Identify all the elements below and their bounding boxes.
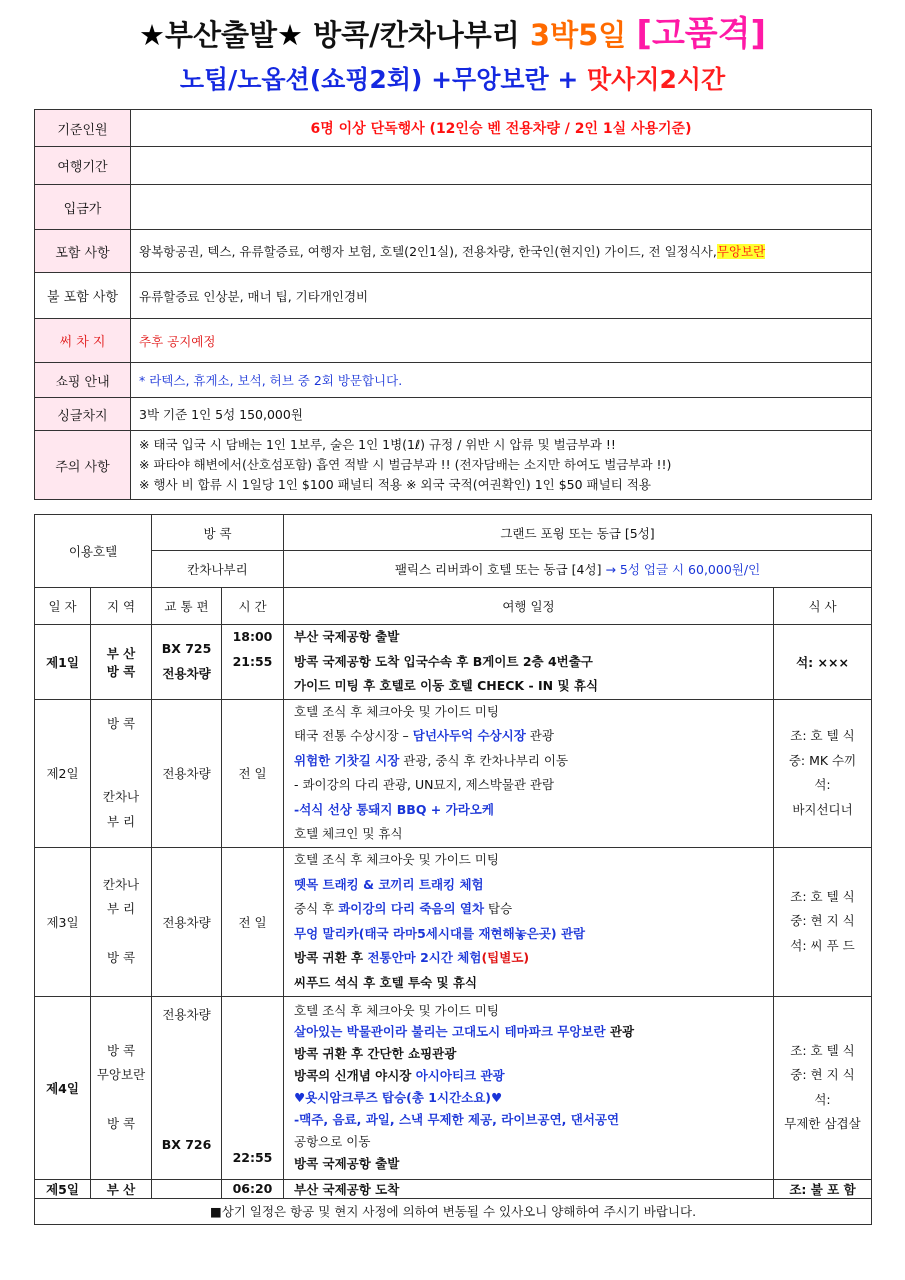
region-line: 방 콕 [106, 1116, 136, 1131]
hotel-city: 칸차나부리 [152, 551, 284, 588]
text: 관광 [605, 1023, 635, 1039]
day-label: 제3일 [35, 847, 91, 996]
itinerary-line [294, 922, 763, 947]
text: ♥욧시암크루즈 탑승(총 1시간소요)♥ [294, 1089, 503, 1105]
info-label: 불 포함 사항 [35, 273, 131, 319]
meal [774, 699, 872, 847]
info-row [35, 273, 872, 319]
itinerary-line [294, 700, 763, 725]
text: 관광, 중식 후 칸차나부리 이동 [399, 752, 569, 768]
day-row [35, 996, 872, 1179]
subtitle [0, 60, 905, 100]
info-label: 쇼핑 안내 [35, 363, 131, 398]
text: 콰이강의 다리 죽음의 열차 [338, 901, 485, 916]
hotel-name-text: 팰릭스 리버콰이 호텔 또는 동급 [4성] [394, 562, 602, 577]
col-header: 여행 일정 [284, 588, 774, 625]
star-icon: ★ [138, 18, 165, 52]
meal-line: 무제한 삼겹살 [784, 1116, 861, 1131]
meal-line: 중: 현 지 식 [790, 913, 855, 929]
transport [152, 625, 222, 700]
schedule-header [35, 588, 872, 625]
col-header: 교 통 편 [152, 588, 222, 625]
text: 중식 후 [294, 901, 339, 916]
text: -맥주, 음료, 과일, 스낵 무제한 제공, 라이브공연, 댄서공연 [294, 1111, 620, 1127]
text: 전통안마 2시간 체험 [367, 950, 482, 965]
info-label: 싱글차지 [35, 398, 131, 431]
itinerary-line [294, 1021, 763, 1043]
col-header: 일 자 [35, 588, 91, 625]
warning-line: ※ 파타야 해변에서(산호섬포함) 흡연 적발 시 벌금부과 !! (전자담배는 소지만 하여도 벌금부과 !!) [139, 457, 672, 472]
text: 무엉 말리카(태국 라마5세시대를 재현해놓은곳) 관람 [294, 925, 586, 941]
col-header: 지 역 [91, 588, 152, 625]
included-text: 왕복항공권, 텍스, 유류할증료, 여행자 보험, 호텔(2인1실), 전용차량, 한국인(현지인) 가이드, 전 일정식사, [139, 244, 717, 259]
upgrade-note: → 5성 업글 시 60,000원/인 [605, 562, 761, 577]
day-label: 제5일 [35, 1179, 91, 1198]
title-route: 방콕/칸차나부리 [313, 18, 520, 52]
transport [152, 1179, 222, 1198]
text: 위험한 기찻길 시장 [294, 752, 400, 768]
hotel-row [35, 551, 872, 588]
day-label: 제4일 [35, 996, 91, 1179]
region-line: 부 리 [106, 901, 136, 916]
info-value [131, 147, 872, 185]
info-label: 포함 사항 [35, 230, 131, 273]
itinerary-line [294, 897, 763, 922]
meal-line: 중: 현 지 식 [790, 1067, 855, 1082]
text: 탑승 [484, 901, 513, 916]
time: 06:20 [222, 1179, 284, 1198]
warning-line: ※ 행사 비 합류 시 1일당 1인 $100 패널티 적용 ※ 외국 국적(여권확인) 1인 $50 패널티 적용 [139, 477, 651, 492]
text: 호텔 조식 후 체크아웃 및 가이드 미팅 [294, 1002, 499, 1018]
title-grade: [고품격] [636, 14, 767, 54]
itinerary-line [294, 773, 763, 798]
region-line: 방 콕 [106, 715, 136, 731]
info-value: 6명 이상 단독행사 (12인승 벤 전용차량 / 2인 1실 사용기준) [131, 110, 872, 147]
itinerary [284, 625, 774, 700]
itinerary-line [294, 798, 763, 823]
meal-line: 석: 씨 푸 드 [790, 937, 855, 953]
info-value: 3박 기준 1인 5성 150,000원 [131, 398, 872, 431]
hotel-name: 그랜드 포윙 또는 동급 [5성] [284, 515, 872, 551]
info-value: * 라텍스, 휴게소, 보석, 허브 중 2회 방문합니다. [131, 363, 872, 398]
region [91, 699, 152, 847]
region [91, 625, 152, 700]
info-label: 기준인원 [35, 110, 131, 147]
star-icon: ★ [277, 18, 303, 52]
day-label: 제1일 [35, 625, 91, 700]
itinerary-line [294, 822, 763, 847]
meal: 조: 불 포 함 [774, 1179, 872, 1198]
meal-line: 조: 호 텔 식 [790, 888, 855, 904]
col-header: 식 사 [774, 588, 872, 625]
itinerary-line [294, 848, 763, 873]
text: (팁별도) [481, 950, 530, 965]
schedule-table [34, 514, 872, 1225]
page-title [0, 14, 905, 55]
text: 호텔 체크인 및 휴식 [294, 826, 403, 841]
hotel-label: 이용호텔 [35, 515, 152, 588]
info-row [35, 363, 872, 398]
region [91, 847, 152, 996]
info-label: 써 차 지 [35, 319, 131, 363]
info-value [131, 230, 872, 273]
meal-line: 석: [814, 777, 831, 792]
info-value: 유류할증료 인상분, 매너 팁, 기타개인경비 [131, 273, 872, 319]
text: 아시아티크 관광 [415, 1067, 505, 1083]
text: 공항으로 이동 [294, 1133, 371, 1149]
text: -석식 선상 통돼지 BBQ + 가라오케 [294, 801, 494, 817]
itinerary-line: 가이드 미팅 후 호텔로 이동 호텔 CHECK - IN 및 휴식 [294, 678, 599, 693]
info-row [35, 110, 872, 147]
itinerary-line: 부산 국제공항 출발 [294, 629, 400, 644]
info-value: 추후 공지예정 [131, 319, 872, 363]
region [91, 996, 152, 1179]
info-label: 주의 사항 [35, 431, 131, 500]
itinerary-line [294, 724, 763, 749]
info-label: 입금가 [35, 185, 131, 230]
transport: 전용차량 [152, 847, 222, 996]
region-line: 부 산 [106, 645, 136, 661]
itinerary-line [294, 873, 763, 898]
time [222, 625, 284, 700]
itinerary-line [294, 1065, 763, 1087]
text: 살아있는 박물관이라 불리는 고대도시 테마파크 무앙보란 [294, 1023, 606, 1039]
footnote-row [35, 1198, 872, 1224]
region-line: 방 콕 [106, 950, 136, 965]
itinerary-line [294, 946, 763, 971]
day-row [35, 847, 872, 996]
text: 관광 [525, 728, 554, 743]
info-row [35, 398, 872, 431]
itinerary-line [294, 1001, 763, 1021]
transport: 전용차량 [152, 699, 222, 847]
day-row [35, 625, 872, 700]
meal: 석: ××× [774, 625, 872, 700]
info-row [35, 230, 872, 273]
hotel-name [284, 551, 872, 588]
time-line: 18:00 [232, 629, 273, 644]
info-row [35, 431, 872, 500]
info-row [35, 319, 872, 363]
region-line: 칸차나 [102, 789, 140, 805]
meal-line: 석: [814, 1091, 831, 1107]
text: 방콕 귀환 후 간단한 쇼핑관광 [294, 1045, 457, 1061]
info-row [35, 147, 872, 185]
meal-line: 중: MK 수끼 [788, 752, 857, 768]
itinerary: 부산 국제공항 도착 [284, 1179, 774, 1198]
region: 부 산 [91, 1179, 152, 1198]
col-header: 시 간 [222, 588, 284, 625]
day-row [35, 1179, 872, 1198]
text: 호텔 조식 후 체크아웃 및 가이드 미팅 [294, 703, 499, 719]
meal-line: 조: 호 텔 식 [790, 1042, 855, 1058]
region-line: 칸차나 [102, 876, 140, 892]
footnote: ■상기 일정은 항공 및 현지 사정에 의하여 변동될 수 있사오니 양해하여 주시기 바랍니다. [35, 1198, 872, 1224]
info-row [35, 185, 872, 230]
text: - 콰이강의 다리 관광, UN묘지, 제스박물관 관람 [294, 777, 555, 792]
transport-line: 전용차량 [162, 665, 211, 681]
itinerary-line [294, 1087, 763, 1109]
meal-line: 바지선디너 [792, 801, 853, 817]
itinerary [284, 699, 774, 847]
warning-line: ※ 태국 입국 시 담배는 1인 1보루, 술은 1인 1병(1ℓ) 규정 / 위반 시 압류 및 벌금부과 !! [139, 437, 616, 452]
info-value [131, 185, 872, 230]
text: 방콕 국제공항 출발 [294, 1155, 400, 1171]
region-line: 방 콕 [106, 1042, 136, 1058]
text: 씨푸드 석식 후 호텔 투숙 및 휴식 [294, 974, 478, 990]
title-duration: 3박5일 [529, 18, 627, 52]
day-label: 제2일 [35, 699, 91, 847]
time-line: 21:55 [232, 653, 273, 669]
itinerary-line [294, 1109, 763, 1131]
text: 뗏목 트래킹 & 코끼리 트래킹 체험 [294, 876, 484, 892]
info-table [34, 109, 872, 500]
text: 방콕 귀환 후 [294, 950, 368, 965]
transport-line: BX 725 [161, 641, 212, 657]
subtitle-red: 맛사지2시간 [587, 65, 726, 94]
itinerary-line: 방콕 국제공항 도착 입국수속 후 B게이트 2층 4번출구 [294, 653, 593, 669]
itinerary-line [294, 1153, 763, 1175]
transport [152, 996, 222, 1179]
title-origin: 부산출발 [164, 18, 277, 52]
text: 호텔 조식 후 체크아웃 및 가이드 미팅 [294, 852, 499, 867]
time: 전 일 [222, 699, 284, 847]
region-line: 무앙보란 [96, 1067, 146, 1082]
meal [774, 847, 872, 996]
transport-line: 전용차량 [162, 1006, 211, 1022]
itinerary [284, 847, 774, 996]
meal-line: 조: 호 텔 식 [790, 728, 855, 743]
region-line: 방 콕 [106, 663, 136, 679]
transport-line: BX 726 [161, 1136, 212, 1152]
info-label: 여행기간 [35, 147, 131, 185]
hotel-city: 방 콕 [152, 515, 284, 551]
region-line: 부 리 [106, 813, 136, 829]
text: 태국 전통 수상시장 – [294, 728, 413, 743]
time: 전 일 [222, 847, 284, 996]
itinerary-line [294, 749, 763, 774]
itinerary-line [294, 971, 763, 996]
itinerary-line [294, 1043, 763, 1065]
itinerary-line [294, 1131, 763, 1153]
day-row [35, 699, 872, 847]
meal [774, 996, 872, 1179]
subtitle-blue: 노팁/노옵션(쇼핑2회) +무앙보란 + [179, 65, 579, 94]
text: 방콕의 신개념 야시장 [294, 1067, 416, 1083]
hotel-row [35, 515, 872, 551]
time: 22:55 [222, 996, 284, 1179]
itinerary [284, 996, 774, 1179]
info-value [131, 431, 872, 500]
text: 담넌사두억 수상시장 [412, 728, 526, 743]
highlight-text: 무앙보란 [716, 244, 766, 259]
